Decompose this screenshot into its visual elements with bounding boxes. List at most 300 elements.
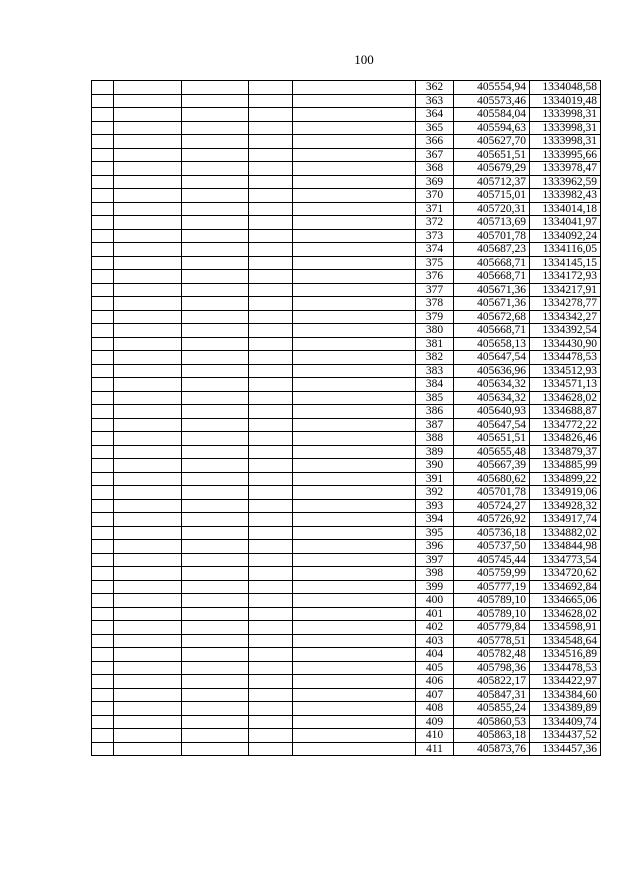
point-number-cell: 406 [416,675,454,689]
empty-cell [182,202,249,216]
empty-cell [249,243,293,257]
empty-cell [92,81,114,95]
y-coordinate-cell: 1334409,74 [530,715,601,729]
y-coordinate-cell: 1334092,24 [530,229,601,243]
point-number-cell: 394 [416,513,454,527]
empty-cell [92,553,114,567]
empty-cell [182,729,249,743]
empty-cell [92,459,114,473]
y-coordinate-cell: 1334882,02 [530,526,601,540]
table-row [92,499,601,513]
empty-cell [249,94,293,108]
point-number-cell: 404 [416,648,454,662]
empty-cell [249,135,293,149]
point-number-cell: 403 [416,634,454,648]
empty-cell [92,715,114,729]
empty-cell [92,445,114,459]
x-coordinate-cell: 405668,71 [454,324,530,338]
empty-cell [92,702,114,716]
x-coordinate-cell: 405737,50 [454,540,530,554]
table-row [92,567,601,581]
table-row [92,121,601,135]
empty-cell [92,580,114,594]
x-coordinate-cell: 405701,78 [454,486,530,500]
empty-cell [114,202,182,216]
empty-cell [249,607,293,621]
table-row [92,661,601,675]
x-coordinate-cell: 405873,76 [454,742,530,756]
point-number-cell: 397 [416,553,454,567]
empty-cell [182,310,249,324]
point-number-cell: 387 [416,418,454,432]
table-row [92,216,601,230]
table-row [92,418,601,432]
x-coordinate-cell: 405789,10 [454,607,530,621]
empty-cell [249,553,293,567]
empty-cell [182,391,249,405]
empty-cell [182,108,249,122]
empty-cell [114,634,182,648]
empty-cell [293,135,416,149]
x-coordinate-cell: 405655,48 [454,445,530,459]
empty-cell [249,337,293,351]
table-row [92,702,601,716]
empty-cell [114,688,182,702]
empty-cell [249,634,293,648]
empty-cell [249,621,293,635]
empty-cell [114,162,182,176]
table-row [92,526,601,540]
y-coordinate-cell: 1334885,99 [530,459,601,473]
empty-cell [182,621,249,635]
empty-cell [114,580,182,594]
empty-cell [114,189,182,203]
empty-cell [293,445,416,459]
empty-cell [114,135,182,149]
x-coordinate-cell: 405779,84 [454,621,530,635]
empty-cell [293,189,416,203]
x-coordinate-cell: 405777,19 [454,580,530,594]
empty-cell [249,189,293,203]
empty-cell [293,94,416,108]
empty-cell [249,594,293,608]
empty-cell [249,742,293,756]
y-coordinate-cell: 1333998,31 [530,121,601,135]
table-row [92,391,601,405]
x-coordinate-cell: 405651,51 [454,432,530,446]
empty-cell [114,607,182,621]
x-coordinate-cell: 405745,44 [454,553,530,567]
x-coordinate-cell: 405715,01 [454,189,530,203]
empty-cell [249,486,293,500]
empty-cell [114,283,182,297]
point-number-cell: 410 [416,729,454,743]
empty-cell [293,391,416,405]
empty-cell [249,216,293,230]
empty-cell [249,432,293,446]
empty-cell [114,175,182,189]
empty-cell [293,607,416,621]
x-coordinate-cell: 405759,99 [454,567,530,581]
empty-cell [249,148,293,162]
table-row [92,229,601,243]
x-coordinate-cell: 405847,31 [454,688,530,702]
x-coordinate-cell: 405679,29 [454,162,530,176]
point-number-cell: 408 [416,702,454,716]
empty-cell [182,634,249,648]
x-coordinate-cell: 405667,39 [454,459,530,473]
x-coordinate-cell: 405701,78 [454,229,530,243]
point-number-cell: 393 [416,499,454,513]
point-number-cell: 367 [416,148,454,162]
empty-cell [92,270,114,284]
empty-cell [249,459,293,473]
table-row [92,472,601,486]
empty-cell [182,216,249,230]
empty-cell [92,486,114,500]
empty-cell [114,499,182,513]
empty-cell [293,283,416,297]
empty-cell [293,202,416,216]
x-coordinate-cell: 405668,71 [454,270,530,284]
empty-cell [92,162,114,176]
y-coordinate-cell: 1334516,89 [530,648,601,662]
empty-cell [249,364,293,378]
table-row [92,513,601,527]
empty-cell [182,445,249,459]
empty-cell [249,729,293,743]
empty-cell [249,324,293,338]
y-coordinate-cell: 1334145,15 [530,256,601,270]
empty-cell [249,580,293,594]
empty-cell [114,351,182,365]
table-row [92,108,601,122]
table-row [92,459,601,473]
empty-cell [249,567,293,581]
y-coordinate-cell: 1334826,46 [530,432,601,446]
empty-cell [92,337,114,351]
point-number-cell: 385 [416,391,454,405]
empty-cell [92,729,114,743]
point-number-cell: 368 [416,162,454,176]
point-number-cell: 388 [416,432,454,446]
table-row [92,297,601,311]
empty-cell [249,675,293,689]
table-row [92,364,601,378]
empty-cell [249,715,293,729]
table-row [92,351,601,365]
empty-cell [182,675,249,689]
empty-cell [92,594,114,608]
empty-cell [92,378,114,392]
empty-cell [182,243,249,257]
empty-cell [249,270,293,284]
empty-cell [92,256,114,270]
empty-cell [182,81,249,95]
table-row [92,94,601,108]
x-coordinate-cell: 405778,51 [454,634,530,648]
empty-cell [182,418,249,432]
empty-cell [182,499,249,513]
empty-cell [293,540,416,554]
empty-cell [182,283,249,297]
empty-cell [249,310,293,324]
point-number-cell: 364 [416,108,454,122]
point-number-cell: 402 [416,621,454,635]
empty-cell [182,513,249,527]
x-coordinate-cell: 405798,36 [454,661,530,675]
empty-cell [114,337,182,351]
empty-cell [293,567,416,581]
y-coordinate-cell: 1334116,05 [530,243,601,257]
y-coordinate-cell: 1334478,53 [530,351,601,365]
empty-cell [182,324,249,338]
x-coordinate-cell: 405671,36 [454,297,530,311]
y-coordinate-cell: 1334392,54 [530,324,601,338]
empty-cell [92,499,114,513]
empty-cell [114,432,182,446]
y-coordinate-cell: 1334019,48 [530,94,601,108]
x-coordinate-cell: 405680,62 [454,472,530,486]
empty-cell [92,513,114,527]
empty-cell [114,621,182,635]
y-coordinate-cell: 1334772,22 [530,418,601,432]
empty-cell [92,148,114,162]
empty-cell [293,121,416,135]
empty-cell [92,405,114,419]
point-number-cell: 400 [416,594,454,608]
table-row [92,189,601,203]
empty-cell [249,648,293,662]
x-coordinate-cell: 405720,31 [454,202,530,216]
empty-cell [293,351,416,365]
empty-cell [182,175,249,189]
x-coordinate-cell: 405672,68 [454,310,530,324]
empty-cell [92,621,114,635]
x-coordinate-cell: 405687,23 [454,243,530,257]
table-row [92,283,601,297]
empty-cell [249,81,293,95]
empty-cell [92,121,114,135]
y-coordinate-cell: 1334512,93 [530,364,601,378]
empty-cell [293,432,416,446]
y-coordinate-cell: 1334571,13 [530,378,601,392]
empty-cell [92,661,114,675]
empty-cell [182,94,249,108]
empty-cell [293,310,416,324]
empty-cell [293,580,416,594]
table-row [92,256,601,270]
empty-cell [249,540,293,554]
empty-cell [114,148,182,162]
empty-cell [182,405,249,419]
table-row [92,634,601,648]
empty-cell [249,202,293,216]
empty-cell [293,594,416,608]
table-row [92,162,601,176]
empty-cell [92,648,114,662]
x-coordinate-cell: 405822,17 [454,675,530,689]
empty-cell [182,351,249,365]
empty-cell [182,270,249,284]
point-number-cell: 411 [416,742,454,756]
empty-cell [293,162,416,176]
y-coordinate-cell: 1334548,64 [530,634,601,648]
y-coordinate-cell: 1334014,18 [530,202,601,216]
table-row [92,594,601,608]
table-row [92,729,601,743]
page-number: 100 [354,52,374,67]
point-number-cell: 383 [416,364,454,378]
table-row [92,445,601,459]
y-coordinate-cell: 1334437,52 [530,729,601,743]
empty-cell [92,243,114,257]
empty-cell [293,405,416,419]
y-coordinate-cell: 1334919,06 [530,486,601,500]
empty-cell [293,486,416,500]
point-number-cell: 386 [416,405,454,419]
table-row [92,742,601,756]
point-number-cell: 395 [416,526,454,540]
empty-cell [293,81,416,95]
empty-cell [182,364,249,378]
table-row [92,486,601,500]
x-coordinate-cell: 405724,27 [454,499,530,513]
empty-cell [293,702,416,716]
point-number-cell: 384 [416,378,454,392]
empty-cell [249,526,293,540]
x-coordinate-cell: 405855,24 [454,702,530,716]
empty-cell [182,540,249,554]
point-number-cell: 378 [416,297,454,311]
table-row [92,175,601,189]
empty-cell [114,229,182,243]
empty-cell [182,553,249,567]
table-row [92,270,601,284]
point-number-cell: 369 [416,175,454,189]
empty-cell [114,405,182,419]
y-coordinate-cell: 1334628,02 [530,607,601,621]
table-body [92,81,601,756]
empty-cell [293,108,416,122]
point-number-cell: 372 [416,216,454,230]
empty-cell [114,702,182,716]
empty-cell [182,432,249,446]
point-number-cell: 362 [416,81,454,95]
empty-cell [92,108,114,122]
empty-cell [293,229,416,243]
empty-cell [293,526,416,540]
table-row [92,432,601,446]
empty-cell [92,283,114,297]
empty-cell [249,229,293,243]
empty-cell [249,445,293,459]
empty-cell [182,661,249,675]
empty-cell [114,715,182,729]
empty-cell [182,162,249,176]
empty-cell [293,270,416,284]
empty-cell [182,715,249,729]
y-coordinate-cell: 1334720,62 [530,567,601,581]
table-row [92,378,601,392]
point-number-cell: 370 [416,189,454,203]
empty-cell [114,472,182,486]
empty-cell [249,702,293,716]
table-row [92,310,601,324]
x-coordinate-cell: 405726,92 [454,513,530,527]
empty-cell [293,513,416,527]
empty-cell [293,243,416,257]
table-row [92,675,601,689]
table-row [92,688,601,702]
y-coordinate-cell: 1334773,54 [530,553,601,567]
empty-cell [293,378,416,392]
y-coordinate-cell: 1334665,06 [530,594,601,608]
table-row [92,621,601,635]
empty-cell [182,648,249,662]
point-number-cell: 379 [416,310,454,324]
empty-cell [114,486,182,500]
empty-cell [293,553,416,567]
empty-cell [182,337,249,351]
empty-cell [114,324,182,338]
y-coordinate-cell: 1333995,66 [530,148,601,162]
empty-cell [182,135,249,149]
empty-cell [182,189,249,203]
x-coordinate-cell: 405658,13 [454,337,530,351]
empty-cell [92,310,114,324]
empty-cell [293,459,416,473]
empty-cell [182,607,249,621]
empty-cell [92,526,114,540]
empty-cell [114,513,182,527]
empty-cell [92,135,114,149]
empty-cell [114,648,182,662]
empty-cell [114,364,182,378]
x-coordinate-cell: 405671,36 [454,283,530,297]
empty-cell [92,472,114,486]
x-coordinate-cell: 405594,63 [454,121,530,135]
point-number-cell: 366 [416,135,454,149]
y-coordinate-cell: 1334172,93 [530,270,601,284]
empty-cell [293,297,416,311]
empty-cell [114,540,182,554]
y-coordinate-cell: 1333978,47 [530,162,601,176]
x-coordinate-cell: 405647,54 [454,418,530,432]
y-coordinate-cell: 1334879,37 [530,445,601,459]
point-number-cell: 405 [416,661,454,675]
y-coordinate-cell: 1334384,60 [530,688,601,702]
y-coordinate-cell: 1334457,36 [530,742,601,756]
empty-cell [293,499,416,513]
empty-cell [114,108,182,122]
x-coordinate-cell: 405789,10 [454,594,530,608]
empty-cell [293,175,416,189]
y-coordinate-cell: 1334430,90 [530,337,601,351]
point-number-cell: 374 [416,243,454,257]
empty-cell [249,405,293,419]
empty-cell [114,94,182,108]
point-number-cell: 407 [416,688,454,702]
y-coordinate-cell: 1334041,97 [530,216,601,230]
x-coordinate-cell: 405668,71 [454,256,530,270]
empty-cell [182,702,249,716]
empty-cell [293,364,416,378]
empty-cell [114,661,182,675]
x-coordinate-cell: 405651,51 [454,148,530,162]
table-row [92,715,601,729]
point-number-cell: 398 [416,567,454,581]
